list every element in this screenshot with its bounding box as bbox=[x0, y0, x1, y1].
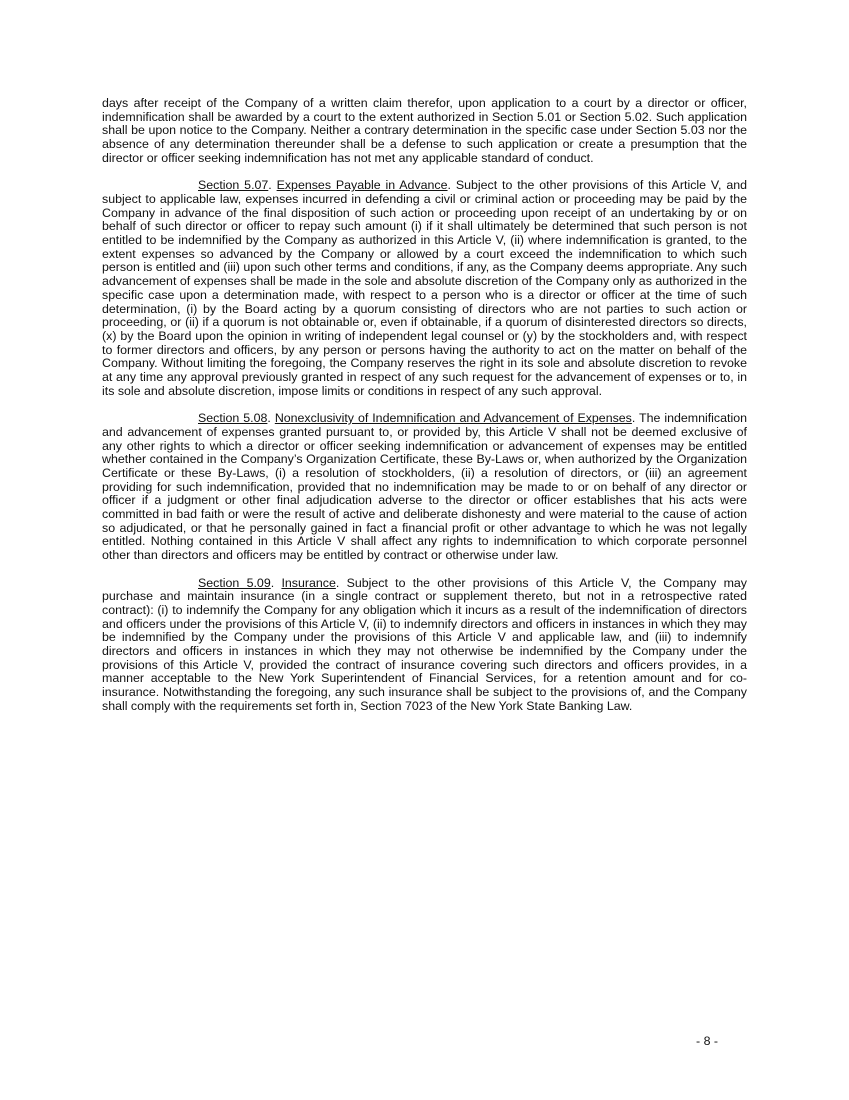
document-page bbox=[102, 97, 747, 727]
section-5-07-title: Expenses Payable in Advance bbox=[276, 178, 448, 193]
section-5-08-paragraph: Section 5.08. Nonexclusivity of Indemnification and Advancement of Expenses. The indemnification and advancement of expenses granted pursuant to, or provided by, this Article V shall not be deemed exclusive of any other rights to which a director or officer seeking indemnification or advancement of expenses may be entitled whether contained in the Company’s Organization Certificate, these By-Laws or, when authorized by the Organization Certificate or these By-Laws, (i) a resolution of stockholders, (ii) a resolution of directors, or (iii) an agreement providing for such indemnification, provided that no indemnification may be made to or on behalf of any director or officer if a judgment or other final adjudication adverse to the director or officer establishes that his acts were committed in bad faith or were the result of active and deliberate dishonesty and were material to the cause of action so adjudicated, or that he personally gained in fact a financial profit or other advantage to which he was not legally entitled. Nothing contained in this Article V shall affect any rights to indemnification to which corporate personnel other than directors and officers may be entitled by contract or otherwise under law. bbox=[102, 411, 747, 563]
section-5-08-number: Section 5.08 bbox=[198, 411, 268, 426]
section-5-09-title: Insurance bbox=[281, 575, 336, 590]
section-5-09-paragraph: Section 5.09. Insurance. Subject to the other provisions of this Article V, the Company may purchase and maintain insurance (in a single contract or supplement thereto, but not in a retrospective rated contract): (i) to indemnify the Company for any obligation which it incurs as a result of the indemnification of directors and officers under the provisions of this Article V, (ii) to indemnify directors and officers in instances in which they may be indemnified by the Company under the provisions of this Article V and applicable law, and (iii) to indemnify directors and officers in instances in which they may not otherwise be indemnified by the Company under the provisions of this Article V, provided the contract of insurance covering such directors and officers provides, in a manner acceptable to the New York Superintendent of Financial Services, for a retention amount and for co-insurance. Notwithstanding the foregoing, any such insurance shall be subject to the provisions of, and the Company shall comply with the requirements set forth in, Section 7023 of the New York State Banking Law. bbox=[102, 575, 748, 713]
section-5-07-paragraph: Section 5.07. Expenses Payable in Advance. Subject to the other provisions of this Article V, and subject to applicable law, expenses incurred in defending a civil or criminal action or proceeding may be paid by the Company in advance of the final disposition of such action or proceeding upon receipt of an undertaking by or on behalf of such director or officer to repay such amount (i) if it shall ultimately be determined that such person is not entitled to be indemnified by the Company as authorized in this Article V, (ii) where indemnification is granted, to the extent expenses so advanced by the Company or allowed by a court exceed the indemnification to which such person is entitled and (iii) upon such other terms and conditions, if any, as the Company deems appropriate. Any such advancement of expenses shall be made in the sole and absolute discretion of the Company only as authorized in the specific case upon a determination made, with respect to a person who is a director or officer at the time of such determination, (i) by the Board acting by a quorum consisting of directors who are not parties to such action or proceeding, or (ii) if a quorum is not obtainable or, even if obtainable, if a quorum of disinterested directors so directs, (x) by the Board upon the opinion in writing of independent legal counsel or (y) by the stockholders and, with respect to former directors and officers, by any person or persons having the authority to act on the matter on behalf of the Company. Without limiting the foregoing, the Company reserves the right in its sole and absolute discretion to revoke at any time any approval previously granted in respect of any such request for the advancement of expenses or to, in its sole and absolute discretion, impose limits or conditions in respect of any such approval. bbox=[102, 178, 747, 398]
section-5-07-body: Subject to the other provisions of this Article V, and subject to applicable law, expenses incurred in defending a civil or criminal action or proceeding may be paid by the Company in advance of the final disposition of such action or proceeding upon receipt of an undertaking by or on behalf of such director or officer to repay such amount (i) if it shall ultimately be determined that such person is not entitled to be indemnified by the Company as authorized in this Article V, (ii) where indemnification is granted, to the extent expenses so advanced by the Company or allowed by a court exceed the indemnification to which such person is entitled and (iii) upon such other terms and conditions, if any, as the Company deems appropriate. Any such advancement of expenses shall be made in the sole and absolute discretion of the Company only as authorized in the specific case upon a determination made, with respect to a person who is a director or officer at the time of such determination, (i) by the Board acting by a quorum consisting of directors who are not parties to such action or proceeding, or (ii) if a quorum is not obtainable or, even if obtainable, if a quorum of disinterested directors so directs, (x) by the Board upon the opinion in writing of independent legal counsel or (y) by the stockholders and, with respect to former directors and officers, by any person or persons having the authority to act on the matter on behalf of the Company. Without limiting the foregoing, the Company reserves the right in its sole and absolute discretion to revoke at any time any approval previously granted in respect of any such request for the advancement of expenses or to, in its sole and absolute discretion, impose limits or conditions in respect of any such approval. bbox=[102, 178, 747, 398]
continuation-paragraph: days after receipt of the Company of a written claim therefor, upon application to a court by a director or officer, indemnification shall be awarded by a court to the extent authorized in Section 5.01 or Section 5.02. Such application shall be upon notice to the Company. Neither a contrary determination in the specific case under Section 5.03 nor the absence of any determination thereunder shall be a defense to such application or create a presumption that the director or officer seeking indemnification has not met any applicable standard of conduct. bbox=[102, 96, 747, 165]
section-5-08-body: The indemnification and advancement of expenses granted pursuant to, or provided by, this Article V shall not be deemed exclusive of any other rights to which a director or officer seeking indemnification or advancement of expenses may be entitled whether contained in the Company’s Organization Certificate, these By-Laws or, when authorized by the Organization Certificate or these By-Laws, (i) a resolution of stockholders, (ii) a resolution of directors, or (iii) an agreement providing for such indemnification, provided that no indemnification may be made to or on behalf of any director or officer if a judgment or other final adjudication adverse to the director or officer establishes that his acts were committed in bad faith or were the result of active and deliberate dishonesty and were material to the cause of action so adjudicated, or that he personally gained in fact a financial profit or other advantage to which he was not legally entitled. Nothing contained in this Article V shall affect any rights to indemnification to which corporate personnel other than directors and officers may be entitled by contract or otherwise under law. bbox=[102, 411, 747, 563]
page-number: - 8 - bbox=[696, 1034, 719, 1048]
section-5-09-body: Subject to the other provisions of this Article V, the Company may purchase and maintain insurance (in a single contract or supplement thereto, but not in a retrospective rated contract): (i) to indemnify the Company for any obligation which it incurs as a result of the indemnification of directors and officers under the provisions of this Article V, (ii) to indemnify directors and officers in instances in which they may be indemnified by the Company under the provisions of this Article V and applicable law, and (iii) to indemnify directors and officers in instances in which they may not otherwise be indemnified by the Company under the provisions of this Article V, provided the contract of insurance covering such directors and officers provides, in a manner acceptable to the New York Superintendent of Financial Services, for a retention amount and for co-insurance. Notwithstanding the foregoing, any such insurance shall be subject to the provisions of, and the Company shall comply with the requirements set forth in, Section 7023 of the New York State Banking Law. bbox=[102, 575, 748, 713]
section-5-07-number: Section 5.07 bbox=[198, 178, 269, 193]
section-5-08-title: Nonexclusivity of Indemnification and Advancement of Expenses bbox=[274, 411, 632, 426]
section-5-09-number: Section 5.09 bbox=[198, 575, 271, 590]
